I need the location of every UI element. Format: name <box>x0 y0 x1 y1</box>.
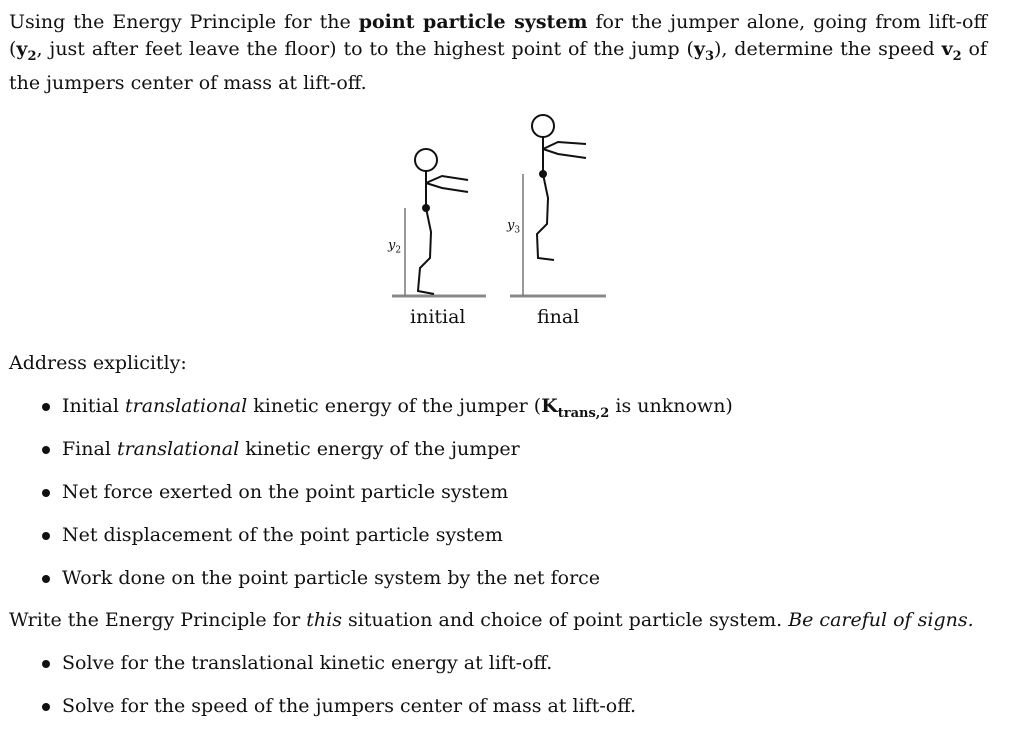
intro-text-1: Using the Energy Principle for the <box>9 11 359 33</box>
initial-arm-lower <box>426 183 468 192</box>
v2-symbol: $v_2$ <box>941 38 962 64</box>
initial-arm-upper <box>426 176 468 183</box>
address-item-work: Work done on the point particle system by the net force <box>40 565 733 608</box>
final-caption: final <box>537 306 580 328</box>
write-instruction: Write the Energy Principle for this situation and choice of point particle system. Be careful of signs. <box>9 609 974 631</box>
y3-symbol: $y_3$ <box>693 38 714 64</box>
y2-label: $y_2$ <box>388 238 402 256</box>
intro-text-4: ), determine the speed <box>713 38 942 60</box>
final-legs <box>537 174 554 260</box>
address-item-displacement: Net displacement of the point particle system <box>40 522 733 565</box>
final-head <box>532 115 554 137</box>
initial-caption: initial <box>410 306 466 328</box>
initial-jumper <box>415 149 468 294</box>
final-center-of-mass <box>539 170 547 178</box>
y2-symbol: $y_2$ <box>16 38 37 64</box>
final-arm-lower <box>543 149 586 158</box>
intro-bold-term: point particle system <box>358 11 588 33</box>
address-item-initial-ke: Initial translational kinetic energy of the jumper ($K_{trans,2}$ is unknown) <box>40 393 733 436</box>
initial-center-of-mass <box>422 204 430 212</box>
intro-text-5: of the jumpers center of mass at lift-off. <box>9 38 987 94</box>
intro-text-2: for the jumper alone, going from lift-off ( <box>9 11 987 60</box>
initial-head <box>415 149 437 171</box>
intro-text-3: , just after feet leave the floor) to to the highest point of the jump ( <box>36 38 694 60</box>
y3-label: $y_3$ <box>507 218 521 236</box>
jumper-figure <box>380 108 620 338</box>
solve-item-ke: Solve for the translational kinetic energy at lift-off. <box>40 650 636 693</box>
solve-list <box>40 650 636 736</box>
solve-item-speed: Solve for the speed of the jumpers center of mass at lift-off. <box>40 693 636 736</box>
jumper-diagram <box>380 108 620 308</box>
initial-legs <box>418 208 434 294</box>
address-list <box>40 393 733 608</box>
final-arm-upper <box>543 142 586 149</box>
address-heading: Address explicitly: <box>9 352 187 374</box>
address-item-net-force: Net force exerted on the point particle system <box>40 479 733 522</box>
problem-statement <box>9 9 987 97</box>
address-item-final-ke: Final translational kinetic energy of the jumper <box>40 436 733 479</box>
final-jumper <box>532 115 586 260</box>
